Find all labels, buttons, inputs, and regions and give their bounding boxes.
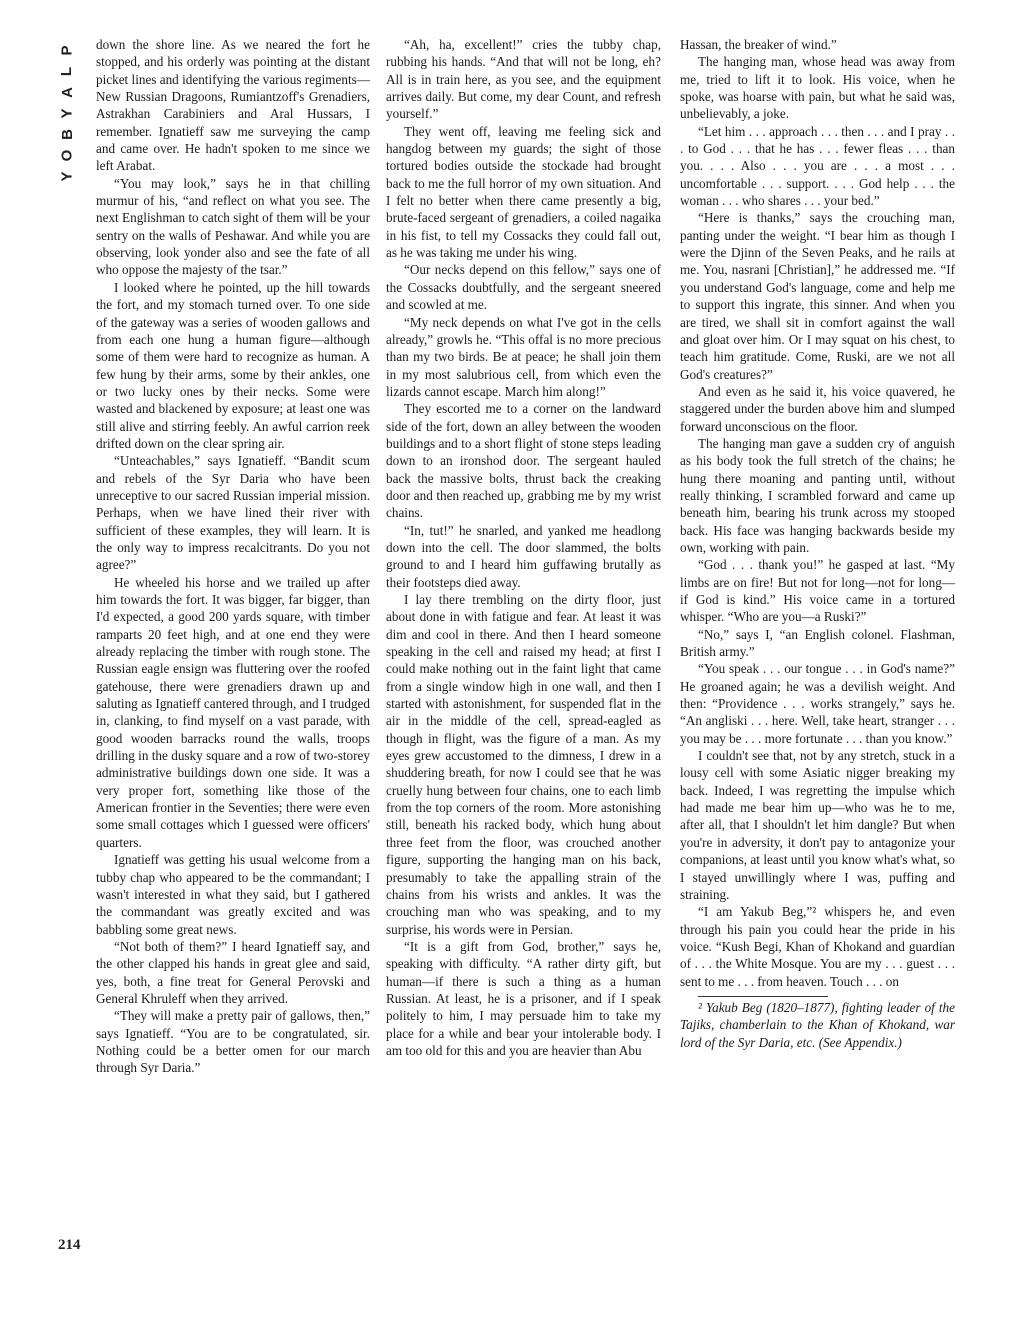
article-paragraph: Ignatieff was getting his usual welcome from a tubby chap who appeared to be the commandant; I wasn't interested in what they said, but I gathered the commandant was greatly excited and was babbling some great news. — [96, 852, 370, 937]
article-paragraph: “God . . . thank you!” he gasped at last. “My limbs are on fire! But not for long—not for long—if God is kind.” His voice came in a tortured whisper. “Who are you—a Ruski?” — [680, 557, 955, 625]
article-paragraph: “Our necks depend on this fellow,” says one of the Cossacks doubtfully, and the sergeant sneered and scowled at me. — [386, 262, 661, 313]
article-paragraph: “In, tut!” he snarled, and yanked me headlong down into the cell. The door slammed, the bolts ground to and I heard him guffawing brutally as their footsteps died away. — [386, 522, 661, 590]
magazine-title-vertical — [55, 40, 79, 187]
article-paragraph: They went off, leaving me feeling sick and hangdog between my guards; the sight of those tortured bodies outside the stockade had brought back to me the full horror of my own situation. And I felt no better when there came presently a big, brute-faced sergeant of grenadiers, a coiled nagaika in his fist, to tell my Cossacks they could fall out, as he was taking me under his wing. — [386, 123, 661, 261]
article-paragraph: “You speak . . . our tongue . . . in God's name?” He groaned again; he was a devilish weight. And then: “Providence . . . works strangely,” says he. “An angliski . . . here. Well, take heart, stranger . . . you may be . . . more fortunate . . . than you know.” — [680, 661, 955, 746]
article-paragraph: I looked where he pointed, up the hill towards the fort, and my stomach turned over. To one side of the gateway was a series of wooden gallows and from each one hung a human figure—although some of them were hard to recognize as human. A few hung by their arms, some by their ankles, one or two lucky ones by their necks. Some were wasted and blackened by exposure; at least one was still alive and stirring feebly. An awful carrion reek drifted down on the clear spring air. — [96, 279, 370, 451]
article-paragraph: “Ah, ha, excellent!” cries the tubby chap, rubbing his hands. “And that will not be long, eh? All is in train here, as you see, and the equipment arrives daily. But come, my dear Count, and refresh yourself.” — [386, 37, 661, 122]
article-paragraph: They escorted me to a corner on the landward side of the fort, down an alley between the wooden buildings and to a short flight of stone steps leading down to an ironshod door. The sergeant hauled back the massive bolts, thrust back the creaking door and then reached up, grabbing me by my wrist chains. — [386, 401, 661, 521]
magazine-title-letter: L — [58, 66, 76, 77]
magazine-title-letter: Y — [58, 108, 76, 119]
magazine-title-letter: B — [58, 129, 76, 140]
article-paragraph: “Let him . . . approach . . . then . . . and I pray . . . to God . . . that he has . . . fewer fleas . . . than you. . . . Also . . . you are . . . a most . . . uncomfortable . . . support. . . . God help . . . the woman . . . who shares . . . your bed.” — [680, 123, 955, 209]
article-paragraph: The hanging man gave a sudden cry of anguish as his body took the full stretch of the chains; he hung there moaning and panting until, without really thinking, I scrambled forward and came up beneath him, bearing his trunk across my stooped back. His face was hanging backwards beside my own, working with pain. — [680, 435, 955, 555]
article-paragraph: “They will make a pretty pair of gallows, then,” says Ignatieff. “You are to be congratulated, sir. Nothing could be a better omen for our march through Syr Daria.” — [96, 1008, 370, 1076]
article-paragraph: “Not both of them?” I heard Ignatieff say, and the other clapped his hands in great glee and said, yes, both, a fine treat for General Perovski and General Khruleff when they arrived. — [96, 938, 370, 1006]
text-column-3 — [680, 36, 955, 1051]
article-paragraph: “I am Yakub Beg,”² whispers he, and even through his pain you could hear the pride in his voice. “Kush Begi, Khan of Khokand and guardian of . . . the White Mosque. You are my . . . guest . . . sent to me . . . from heaven. Touch . . . on — [680, 904, 955, 989]
magazine-title-letter: Y — [58, 171, 76, 182]
text-column-1 — [96, 36, 370, 1077]
magazine-title-letter: O — [58, 149, 76, 162]
article-paragraph: “You may look,” says he in that chilling murmur of his, “and reflect on what you see. The next Englishman to catch sight of them will be your sentry on the walls of Peshawar. And while you are observing, look yonder also and see the fate of all who oppose the majesty of the tsar.” — [96, 175, 370, 278]
article-paragraph: down the shore line. As we neared the fort he stopped, and his orderly was pointing at the distant picket lines and identifying the various regiments—New Russian Dragoons, Rumiantzoff's Grenadiers, Astrakhan Carabiniers and Aral Hussars, I remember. Ignatieff saw me surveying the camp and came over. He hadn't spoken to me since we left Arabat. — [96, 37, 370, 174]
article-paragraph: I lay there trembling on the dirty floor, just about done in with fatigue and fear. At least it was dim and cool in there. And then I heard someone speaking in the cell and raised my head; at first I could make nothing out in the faint light that came from a single window high in one wall, and then I started with astonishment, for suspended flat in the air in the middle of the cell, spread-eagled as though in flight, was the figure of a man. As my eyes grew accustomed to the dimness, I drew in a shuddering breath, for now I could see that he was cruelly hung between four chains, one to each limb from the top corners of the room. More astonishing still, beneath his racked body, which hung about three feet from the floor, was crouched another figure, supporting the hanging man on his back, presumably to take the appalling strain of the chains from his wrists and ankles. It was the crouching man who was speaking, and to my surprise, his words were in Persian. — [386, 592, 661, 937]
article-paragraph: “It is a gift from God, brother,” says he, speaking with difficulty. “A rather dirty gift, but human—if there is such a thing as a human Russian. At least, he is a prisoner, and if I speak politely to him, I may persuade him to take my place for a while and bear your intolerable body. I am too old for this and you are heavier than Abu — [386, 938, 661, 1058]
page-number: 214 — [58, 1237, 81, 1253]
article-paragraph: Hassan, the breaker of wind.” — [680, 37, 837, 52]
article-paragraph: The hanging man, whose head was away from me, tried to lift it to look. His voice, when he spoke, was hoarse with pain, but what he said was, unbelievably, a joke. — [680, 54, 955, 122]
magazine-title-letter: A — [58, 87, 76, 98]
magazine-title-letter: P — [58, 45, 76, 56]
footnote-divider — [698, 996, 828, 997]
article-paragraph: He wheeled his horse and we trailed up after him towards the fort. It was bigger, far bigger, than I'd expected, a good 200 yards square, with timber ramparts 20 feet high, and at one end they were already replacing the timber with rough stone. The Russian eagle ensign was fluttering over the roofed gatehouse, there were grenadiers drawn up and saluting as Ignatieff cantered through, and I trudged in, clanking, to find myself on a vast parade, with good wooden barracks round the walls, troops drilling in the dusky square and a row of two-storey administrative buildings down one side. It was a very proper fort, something like those of the American frontier in the Seventies; there were even some small cottages which I guessed were officers' quarters. — [96, 574, 370, 850]
article-paragraph: “My neck depends on what I've got in the cells already,” growls he. “This offal is no more precious than my two birds. Be at peace; he shall join them in my most salubrious cell, from which even the lizards cannot escape. March him along!” — [386, 314, 661, 399]
article-paragraph: And even as he said it, his voice quavered, he staggered under the burden above him and slumped forward unconscious on the floor. — [680, 383, 955, 434]
article-paragraph: I couldn't see that, not by any stretch, stuck in a lousy cell with some Asiatic nigger breaking my back. Indeed, I was regretting the impulse which had made me bear him up—who was he to me, after all, that I shouldn't let him dangle? But when you're in adversity, it don't pay to antagonize your companions, at least until you know what's what, so I stayed unwillingly where I was, puffing and straining. — [680, 748, 955, 902]
article-paragraph: “Unteachables,” says Ignatieff. “Bandit scum and rebels of the Syr Daria who have been unreceptive to our sacred Russian imperial mission. Perhaps, when we have lined their river with sufficient of these examples, they will learn. It is the only way to impress recalcitrants. Do you not agree?” — [96, 453, 370, 573]
text-column-2 — [386, 36, 661, 1059]
article-paragraph: “No,” says I, “an English colonel. Flashman, British army.” — [680, 626, 955, 660]
footnote: ² Yakub Beg (1820–1877), fighting leader of the Tajiks, chamberlain to the Khan of Khokand, war lord of the Syr Daria, etc. (See Appendix.) — [680, 999, 955, 1050]
article-paragraph: “Here is thanks,” says the crouching man, panting under the weight. “I bear him as though I were the Djinn of the Seven Peaks, and he rails at me. You, nasrani [Christian],” he addressed me. “If you understand God's language, come and help me to support this ingrate, this sinner. And when you are tired, we shall sit in comfort against the wall and gloat over him. Or I may squat on his chest, to teach him gratitude. Come, Ruski, are we not all God's creatures?” — [680, 210, 955, 382]
